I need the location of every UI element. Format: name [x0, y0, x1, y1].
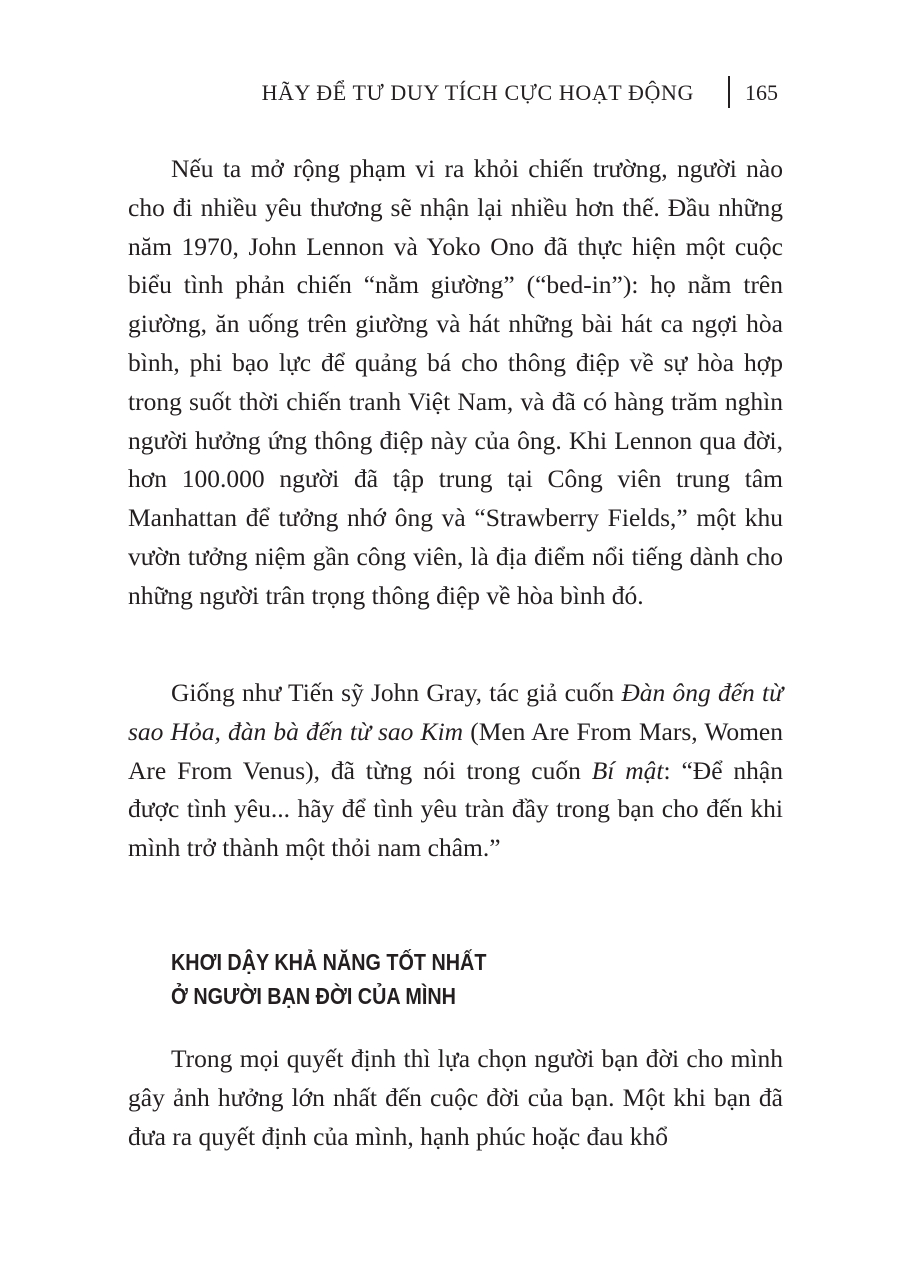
paragraph-lennon: [128, 150, 783, 616]
header-divider: [728, 76, 730, 108]
section-heading: [171, 945, 486, 1013]
paragraph-text: Giống như Tiến sỹ John Gray, tác giả cuốn: [171, 678, 622, 707]
section-heading-line1: KHƠI DẬY KHẢ NĂNG TỐT NHẤT: [171, 949, 487, 975]
paragraph-text: Nếu ta mở rộng phạm vi ra khỏi chiến trường, người nào cho đi nhiều yêu thương sẽ nhận lại nhiều hơn thế. Đầu những năm 1970, John Lennon và Yoko Ono đã thực hiện một cuộc biểu tình phản chiến “nằm giường” (“bed-in”): họ nằm trên giường, ăn uống trên giường và hát những bài hát ca ngợi hòa bình, phi bạo lực để quảng bá cho thông điệp về sự hòa hợp trong suốt thời chiến tranh Việt Nam, và đã có hàng trăm nghìn người hưởng ứng thông điệp này của ông. Khi Lennon qua đời, hơn 100.000 người đã tập trung tại Công viên trung tâm Manhattan để tưởng nhớ ông và “Strawberry Fields,” một khu vườn tưởng niệm gần công viên, là địa điểm nổi tiếng dành cho những người trân trọng thông điệp về hòa bình đó.: [128, 154, 783, 610]
paragraph-text: Trong mọi quyết định thì lựa chọn người bạn đời cho mình gây ảnh hưởng lớn nhất đến cuộc đời của bạn. Một khi bạn đã đưa ra quyết định của mình, hạnh phúc hoặc đau khổ: [128, 1044, 783, 1151]
chapter-title: HÃY ĐỂ TƯ DUY TÍCH CỰC HOẠT ĐỘNG: [261, 80, 694, 105]
section-heading-line2: Ở NGƯỜI BẠN ĐỜI CỦA MÌNH: [171, 983, 456, 1009]
paragraph-partner-choice: [128, 1040, 783, 1156]
running-header: [0, 78, 910, 108]
paragraph-text: (Men Are From Mars, Women Are From Venus), đã từng nói trong cuốn: [128, 716, 784, 785]
book-title-secret: Bí mật: [591, 755, 664, 785]
book-title: Đàn ông đến từ sao Hỏa, đàn bà đến từ sao Kim: [128, 678, 783, 746]
page-number: 165: [745, 80, 778, 105]
paragraph-text: : “Để nhận được tình yêu... hãy để tình yêu tràn đầy trong bạn cho đến khi mình trở thành một thỏi nam châm.”: [128, 755, 783, 863]
paragraph-john-gray: [128, 674, 783, 868]
